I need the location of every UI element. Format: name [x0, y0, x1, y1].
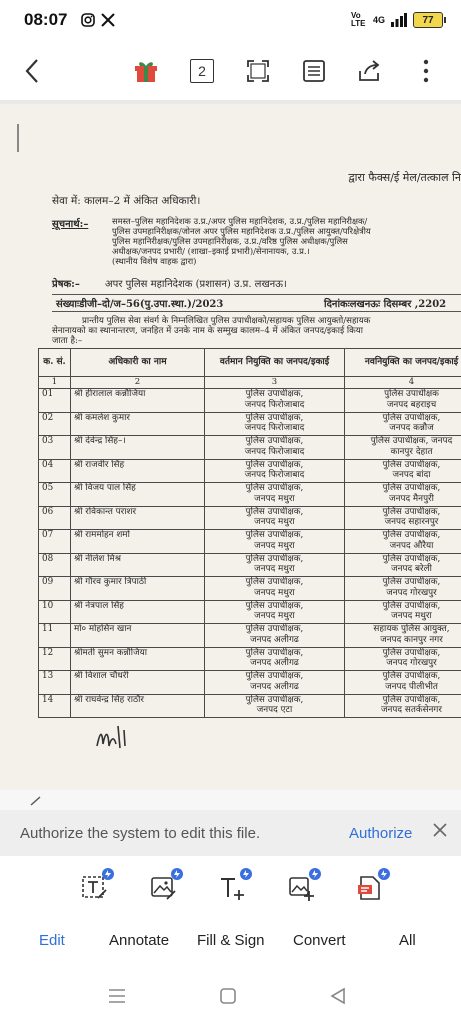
instagram-icon — [81, 13, 95, 27]
more-button[interactable] — [406, 46, 446, 96]
new-posting-line: पुलिस उपाधीक्षक, — [382, 647, 441, 658]
back-button[interactable] — [12, 46, 52, 96]
edit-tools-row — [0, 862, 461, 914]
current-posting-line: जनपद फिरोजाबाद — [244, 423, 305, 433]
new-posting — [345, 483, 461, 507]
current-posting-line: पुलिस उपाधीक्षक, — [245, 483, 304, 493]
officer-name: श्री राजवीर सिंह — [71, 459, 205, 483]
table-row — [39, 412, 461, 436]
reader-mode-icon — [302, 59, 326, 83]
tab-fill-sign[interactable]: Fill & Sign — [197, 932, 265, 949]
new-posting — [345, 553, 461, 577]
gift-button[interactable] — [126, 46, 166, 96]
serial-number: 13 — [39, 671, 71, 695]
current-posting — [205, 624, 345, 648]
current-posting-line: पुलिस उपाधीक्षक, — [245, 412, 304, 423]
column-number: 2 — [71, 377, 205, 389]
table-header: वर्तमान नियुक्ति का जनपद/इकाई — [205, 349, 345, 377]
serial-number: 06 — [39, 506, 71, 530]
table-header: नवनियुक्ति का जनपद/इकाई — [345, 349, 461, 377]
badge-icon — [240, 868, 252, 880]
table-row — [39, 600, 461, 624]
current-posting — [205, 412, 345, 436]
new-posting — [345, 530, 461, 554]
serial-number: 03 — [39, 436, 71, 460]
authorize-message: Authorize the system to edit this file. — [20, 824, 261, 842]
column-number: 4 — [345, 377, 461, 389]
current-posting-line: जनपद अलीगढ — [250, 658, 299, 668]
next-page-mark — [30, 796, 42, 806]
table-row — [39, 694, 461, 718]
current-posting-line: जनपद मथुरा — [254, 540, 295, 551]
current-posting-line: पुलिस उपाधीक्षक, — [245, 506, 304, 517]
new-posting-line: पुलिस उपाधीक्षक — [384, 389, 439, 399]
sender-text: अपर पुलिस महानिदेशक (प्रशासन) उ.प्र. लखनऊ। — [105, 279, 287, 290]
table-row — [39, 577, 461, 601]
edit-text-tool[interactable] — [74, 868, 114, 908]
current-posting-line: पुलिस उपाधीक्षक, — [245, 553, 304, 564]
current-posting — [205, 647, 345, 671]
serial-number: 05 — [39, 483, 71, 507]
top-toolbar — [0, 46, 461, 96]
officer-name: श्री राममोहन शर्मा — [71, 530, 205, 554]
new-posting — [345, 412, 461, 436]
officer-name: श्री विजय पाल सिंह — [71, 483, 205, 507]
current-posting-line: जनपद मथुरा — [254, 564, 295, 574]
current-posting — [205, 389, 345, 413]
new-posting-line: पुलिस उपाधीक्षक, — [382, 671, 441, 681]
current-posting-line: जनपद फिरोजाबाद — [244, 446, 305, 457]
new-posting — [345, 624, 461, 648]
new-posting-line: जनपद कानपुर नगर — [380, 634, 443, 645]
badge-icon — [309, 868, 321, 880]
tab-all[interactable]: All — [399, 932, 416, 949]
battery-level: 77 — [422, 14, 434, 26]
current-posting-line: जनपद मथुरा — [254, 587, 295, 598]
current-posting-line: पुलिस उपाधीक्षक, — [245, 671, 304, 681]
badge-icon — [171, 868, 183, 880]
serial-number: 02 — [39, 412, 71, 436]
intro-line: जाता है:– — [52, 336, 83, 346]
edit-image-tool[interactable] — [143, 868, 183, 908]
battery-icon — [413, 12, 443, 28]
home-icon — [219, 987, 237, 1005]
column-number: 3 — [205, 377, 345, 389]
suchnarth-label: सूचनार्थ:– — [52, 219, 89, 230]
authorize-button[interactable]: Authorize — [349, 824, 413, 842]
tab-edit[interactable]: Edit — [39, 932, 65, 949]
new-posting-line: पुलिस उपाधीक्षक, — [382, 412, 441, 423]
current-posting — [205, 694, 345, 718]
column-number: 1 — [39, 377, 71, 389]
document-page[interactable] — [0, 104, 461, 790]
recent-apps-button[interactable] — [105, 984, 129, 1008]
ref-number: संख्याःडीजी–दो/ज–56(पु.उपा.स्था.)/2023 — [56, 299, 224, 310]
new-posting-line: जनपद गोरखपुर — [386, 658, 437, 668]
table-header: क. सं. — [39, 349, 71, 377]
page-count-button[interactable] — [182, 46, 222, 96]
current-posting-line: पुलिस उपाधीक्षक, — [245, 436, 304, 446]
officer-name: श्री देवेन्द्र सिंह–। — [71, 436, 205, 460]
officer-name: श्री नीलेश मिश्र — [71, 553, 205, 577]
new-posting-line: पुलिस उपाधीक्षक, — [382, 600, 441, 611]
current-posting-line: जनपद मथुरा — [254, 517, 295, 527]
current-posting-line: पुलिस उपाधीक्षक, — [245, 647, 304, 658]
header-right: द्वारा फैक्स/ई मेल/तत्काल नि — [348, 171, 461, 184]
current-posting — [205, 436, 345, 460]
page-mark — [16, 124, 20, 154]
suchnarth-line: अधीक्षक/जनपद प्रभारी/ (शाखा–इकाई प्रभारी)/सेनानायक, उ.प्र.। — [112, 246, 310, 256]
table-row — [39, 624, 461, 648]
current-posting-line: जनपद फिरोजाबाद — [244, 399, 305, 410]
new-posting-line: पुलिस उपाधीक्षक, — [382, 483, 441, 493]
new-posting-line: जनपद कन्नौज — [389, 423, 434, 433]
new-posting — [345, 671, 461, 695]
new-posting-line: पुलिस उपाधीक्षक, — [382, 694, 441, 705]
more-vert-icon — [423, 59, 429, 83]
gift-icon — [133, 58, 159, 84]
suchnarth-line: समस्त–पुलिस महानिदेशक उ.प्र./अपर पुलिस महानिदेशक, उ.प्र./पुलिस महानिरीक्षक/ — [112, 216, 368, 226]
ocr-tool[interactable] — [350, 868, 390, 908]
fullscreen-icon — [246, 59, 270, 83]
table-row — [39, 506, 461, 530]
officer-name: श्री विशाल चौधरी — [71, 671, 205, 695]
tab-annotate[interactable]: Annotate — [109, 932, 170, 949]
table-row — [39, 483, 461, 507]
current-posting-line: पुलिस उपाधीक्षक, — [245, 459, 304, 470]
new-posting-line: जनपद बरेली — [391, 564, 432, 574]
back-triangle-icon — [329, 987, 347, 1005]
intro-line: प्रान्तीय पुलिस सेवा संवर्ग के निम्नलिखित पुलिस उपाधीक्षको/सहायक पुलिस आयुक्तो/सहायक — [82, 316, 371, 326]
add-image-tool[interactable] — [281, 868, 321, 908]
signature-mark — [94, 724, 134, 754]
new-posting-line: कानपुर देहात — [390, 446, 433, 457]
officer-name: मो० मोहसिन खान — [71, 624, 205, 648]
serial-number: 14 — [39, 694, 71, 718]
current-posting-line: पुलिस उपाधीक्षक, — [245, 530, 304, 540]
new-posting-line: पुलिस उपाधीक्षक, — [382, 459, 441, 470]
badge-icon — [102, 868, 114, 880]
officer-name: श्री कमलेश कुमार — [71, 412, 205, 436]
current-posting — [205, 600, 345, 624]
serial-number: 10 — [39, 600, 71, 624]
serial-number: 01 — [39, 389, 71, 413]
officer-name: श्री राघवेन्द्र सिंह राठौर — [71, 694, 205, 718]
current-posting — [205, 483, 345, 507]
new-posting-line: पुलिस उपाधीक्षक, — [382, 530, 441, 540]
new-posting-line: जनपद पीलीभीत — [385, 681, 438, 692]
network-type: 4G — [372, 15, 385, 25]
new-posting-line: जनपद गोरखपुर — [386, 587, 437, 598]
serial-number: 09 — [39, 577, 71, 601]
ref-date: दिनांकःलखनऊः दिसम्बर ,2202 — [324, 299, 447, 310]
new-posting-line: पुलिस उपाधीक्षक, — [382, 553, 441, 564]
share-icon — [357, 59, 383, 83]
new-posting-line: जनपद औरैया — [389, 540, 434, 551]
back-nav-button[interactable] — [326, 984, 350, 1008]
seva-line: सेवा में: कालम–2 में अंकित अधिकारी। — [52, 195, 201, 207]
officer-name: श्री नेत्रपाल सिंह — [71, 600, 205, 624]
new-posting — [345, 600, 461, 624]
table-row — [39, 671, 461, 695]
new-posting-line: जनपद मथुरा — [391, 611, 432, 621]
new-posting-line: सहायक पुलिस आयुक्त, — [373, 624, 450, 634]
page-count-icon — [190, 59, 214, 83]
reference-bar — [52, 294, 461, 312]
signal-icon — [391, 13, 407, 27]
status-time: 08:07 — [24, 10, 68, 29]
new-posting — [345, 506, 461, 530]
current-posting-line: जनपद मथुरा — [254, 493, 295, 504]
officer-name: श्री हीरालाल कन्नौजिया — [71, 389, 205, 413]
serial-number: 07 — [39, 530, 71, 554]
bottom-tabs — [0, 922, 461, 962]
current-posting-line: जनपद अलीगढ — [250, 681, 299, 692]
table-row — [39, 436, 461, 460]
new-posting — [345, 389, 461, 413]
serial-number: 11 — [39, 624, 71, 648]
officer-name: श्री गौरव कुमार त्रिपाठी — [71, 577, 205, 601]
home-button[interactable] — [216, 984, 240, 1008]
new-posting — [345, 647, 461, 671]
page-count: 2 — [198, 63, 206, 79]
table-row — [39, 530, 461, 554]
officer-name: श्रीमती सुमन कन्नौजिया — [71, 647, 205, 671]
officer-name: श्री रविकान्त पराशर — [71, 506, 205, 530]
back-arrow-icon — [24, 58, 40, 84]
new-posting-line: जनपद मैनपुरी — [389, 493, 434, 504]
system-nav-bar — [0, 970, 461, 1024]
current-posting — [205, 530, 345, 554]
table-header: अधिकारी का नाम — [71, 349, 205, 377]
new-posting-line: पुलिस उपाधीक्षक, — [382, 577, 441, 587]
new-posting-line: पुलिस उपाधीक्षक, — [382, 506, 441, 517]
new-posting — [345, 459, 461, 483]
x-icon — [101, 13, 115, 27]
current-posting — [205, 553, 345, 577]
new-posting-line: जनपद बहराइच — [386, 399, 437, 410]
current-posting-line: पुलिस उपाधीक्षक, — [245, 624, 304, 634]
reader-mode-button[interactable] — [294, 46, 334, 96]
table-row — [39, 553, 461, 577]
tab-convert[interactable]: Convert — [293, 932, 346, 949]
current-posting-line: पुलिस उपाधीक्षक, — [245, 577, 304, 587]
new-posting-line: पुलिस उपाधीक्षक, जनपद — [370, 436, 453, 446]
new-posting-line: जनपद बांदा — [392, 470, 431, 480]
suchnarth-line: पुलिस महानिरीक्षक/पुलिस उपमहानिरीक्षक, उ.प्र./वरिष्ठ पुलिस अधीक्षक/पुलिस — [112, 236, 348, 246]
authorize-bar — [0, 810, 461, 856]
badge-icon — [378, 868, 390, 880]
intro-text — [52, 316, 461, 346]
intro-line: सेनानायको का स्थानान्तरण, जनहित में उनके नाम के सम्मुख कालम–4 में अंकित जनपद/इकाई किया — [52, 326, 363, 336]
status-bar — [0, 0, 461, 40]
current-posting — [205, 506, 345, 530]
current-posting-line: जनपद एटा — [256, 705, 293, 715]
close-icon[interactable] — [432, 822, 448, 838]
sender-label: प्रेषक:– — [52, 279, 80, 290]
table-row — [39, 389, 461, 413]
current-posting-line: जनपद मथुरा — [254, 611, 295, 621]
volte-icon: Vo LTE — [350, 11, 366, 28]
add-text-tool[interactable] — [212, 868, 252, 908]
current-posting-line: पुलिस उपाधीक्षक, — [245, 389, 304, 399]
fullscreen-button[interactable] — [238, 46, 278, 96]
sender-line — [52, 276, 287, 290]
table-row — [39, 459, 461, 483]
serial-number: 04 — [39, 459, 71, 483]
new-posting — [345, 577, 461, 601]
current-posting — [205, 577, 345, 601]
menu-icon — [108, 988, 126, 1004]
serial-number: 12 — [39, 647, 71, 671]
current-posting-line: पुलिस उपाधीक्षक, — [245, 600, 304, 611]
serial-number: 08 — [39, 553, 71, 577]
new-posting-line: जनपद सहारनपुर — [384, 517, 439, 527]
current-posting-line: पुलिस उपाधीक्षक, — [245, 694, 304, 705]
suchnarth-text — [112, 216, 461, 266]
suchnarth-line: पुलिस उपमहानिरीक्षक/जोनल अपर पुलिस महानिदेशक उ.प्र./पुलिस आयुक्त/परिक्षेत्रीय — [112, 226, 371, 236]
table-row — [39, 647, 461, 671]
current-posting — [205, 671, 345, 695]
suchnarth-line: (स्थानीय विशेष वाहक द्वारा) — [112, 256, 197, 266]
column-number-row — [39, 377, 461, 389]
document-viewer[interactable] — [0, 100, 461, 790]
new-posting — [345, 694, 461, 718]
share-button[interactable] — [350, 46, 390, 96]
new-posting — [345, 436, 461, 460]
current-posting-line: जनपद फिरोजाबाद — [244, 470, 305, 480]
new-posting-line: जनपद सतर्कसेनगर — [381, 705, 442, 715]
current-posting-line: जनपद अलीगढ — [250, 634, 299, 645]
current-posting — [205, 459, 345, 483]
posting-table — [38, 348, 461, 718]
